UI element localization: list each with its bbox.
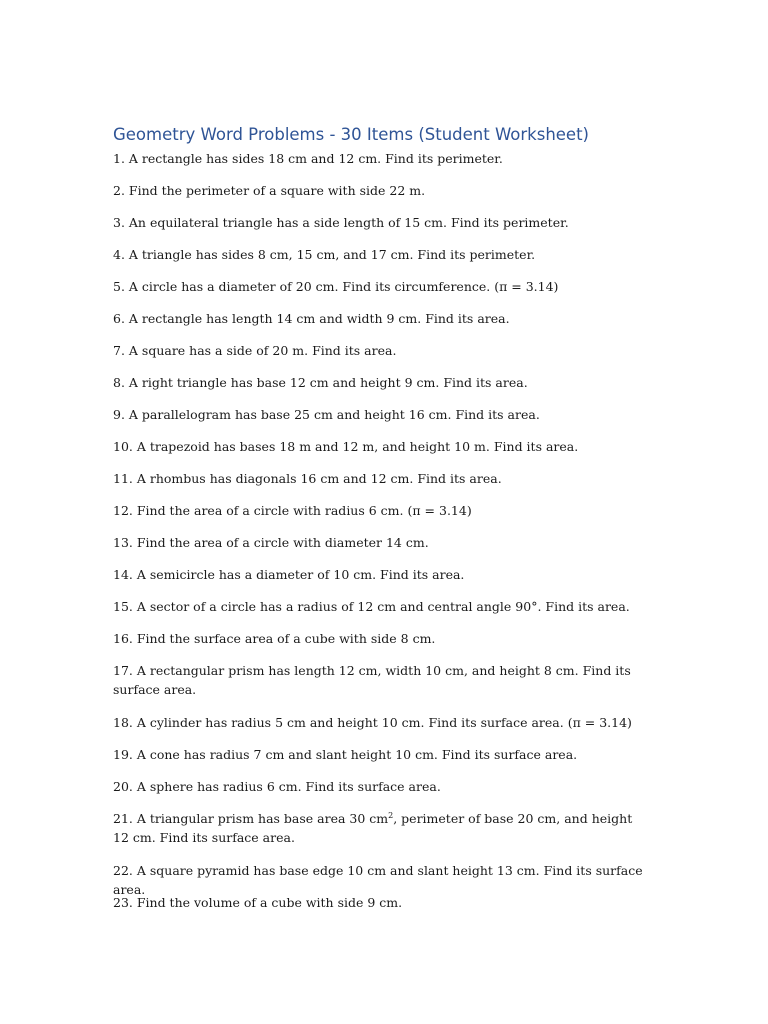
problem-11: 11. A rhombus has diagonals 16 cm and 12 cm. Find its area. bbox=[113, 471, 502, 486]
problem-5: 5. A circle has a diameter of 20 cm. Find its circumference. (π = 3.14) bbox=[113, 279, 559, 294]
problem-14: 14. A semicircle has a diameter of 10 cm. Find its area. bbox=[113, 567, 465, 582]
problem-20: 20. A sphere has radius 6 cm. Find its surface area. bbox=[113, 779, 441, 794]
problem-8: 8. A right triangle has base 12 cm and height 9 cm. Find its area. bbox=[113, 375, 528, 390]
problem-3: 3. An equilateral triangle has a side length of 15 cm. Find its perimeter. bbox=[113, 215, 569, 230]
problem-6: 6. A rectangle has length 14 cm and width 9 cm. Find its area. bbox=[113, 311, 510, 326]
problem-21-text-start: 21. A triangular prism has base area 30 cm bbox=[113, 811, 389, 826]
problem-16: 16. Find the surface area of a cube with side 8 cm. bbox=[113, 631, 436, 646]
problem-10: 10. A trapezoid has bases 18 m and 12 m, and height 10 m. Find its area. bbox=[113, 439, 579, 454]
problem-15: 15. A sector of a circle has a radius of 12 cm and central angle 90°. Find its area. bbox=[113, 599, 630, 614]
problem-17: 17. A rectangular prism has length 12 cm, width 10 cm, and height 8 cm. Find its surface area. bbox=[113, 663, 631, 697]
problem-23: 23. Find the volume of a cube with side 9 cm. bbox=[113, 895, 403, 910]
problem-4: 4. A triangle has sides 8 cm, 15 cm, and 17 cm. Find its perimeter. bbox=[113, 247, 536, 262]
squared-superscript: 2 bbox=[388, 811, 394, 820]
problem-12: 12. Find the area of a circle with radius 6 cm. (π = 3.14) bbox=[113, 503, 472, 518]
worksheet-title: Geometry Word Problems - 30 Items (Student Worksheet) bbox=[113, 125, 589, 144]
problem-18: 18. A cylinder has radius 5 cm and height 10 cm. Find its surface area. (π = 3.14) bbox=[113, 715, 632, 730]
problem-7: 7. A square has a side of 20 m. Find its area. bbox=[113, 343, 397, 358]
problem-19: 19. A cone has radius 7 cm and slant height 10 cm. Find its surface area. bbox=[113, 747, 578, 762]
problem-13: 13. Find the area of a circle with diameter 14 cm. bbox=[113, 535, 429, 550]
problem-2: 2. Find the perimeter of a square with side 22 m. bbox=[113, 183, 426, 198]
problem-9: 9. A parallelogram has base 25 cm and height 16 cm. Find its area. bbox=[113, 407, 540, 422]
problem-21 bbox=[113, 809, 648, 847]
problem-21-text-end: , perimeter of base 20 cm, and height 12 cm. Find its surface area. bbox=[113, 811, 633, 845]
problem-22: 22. A square pyramid has base edge 10 cm and slant height 13 cm. Find its surface area. bbox=[113, 863, 643, 897]
problem-1: 1. A rectangle has sides 18 cm and 12 cm. Find its perimeter. bbox=[113, 151, 503, 166]
